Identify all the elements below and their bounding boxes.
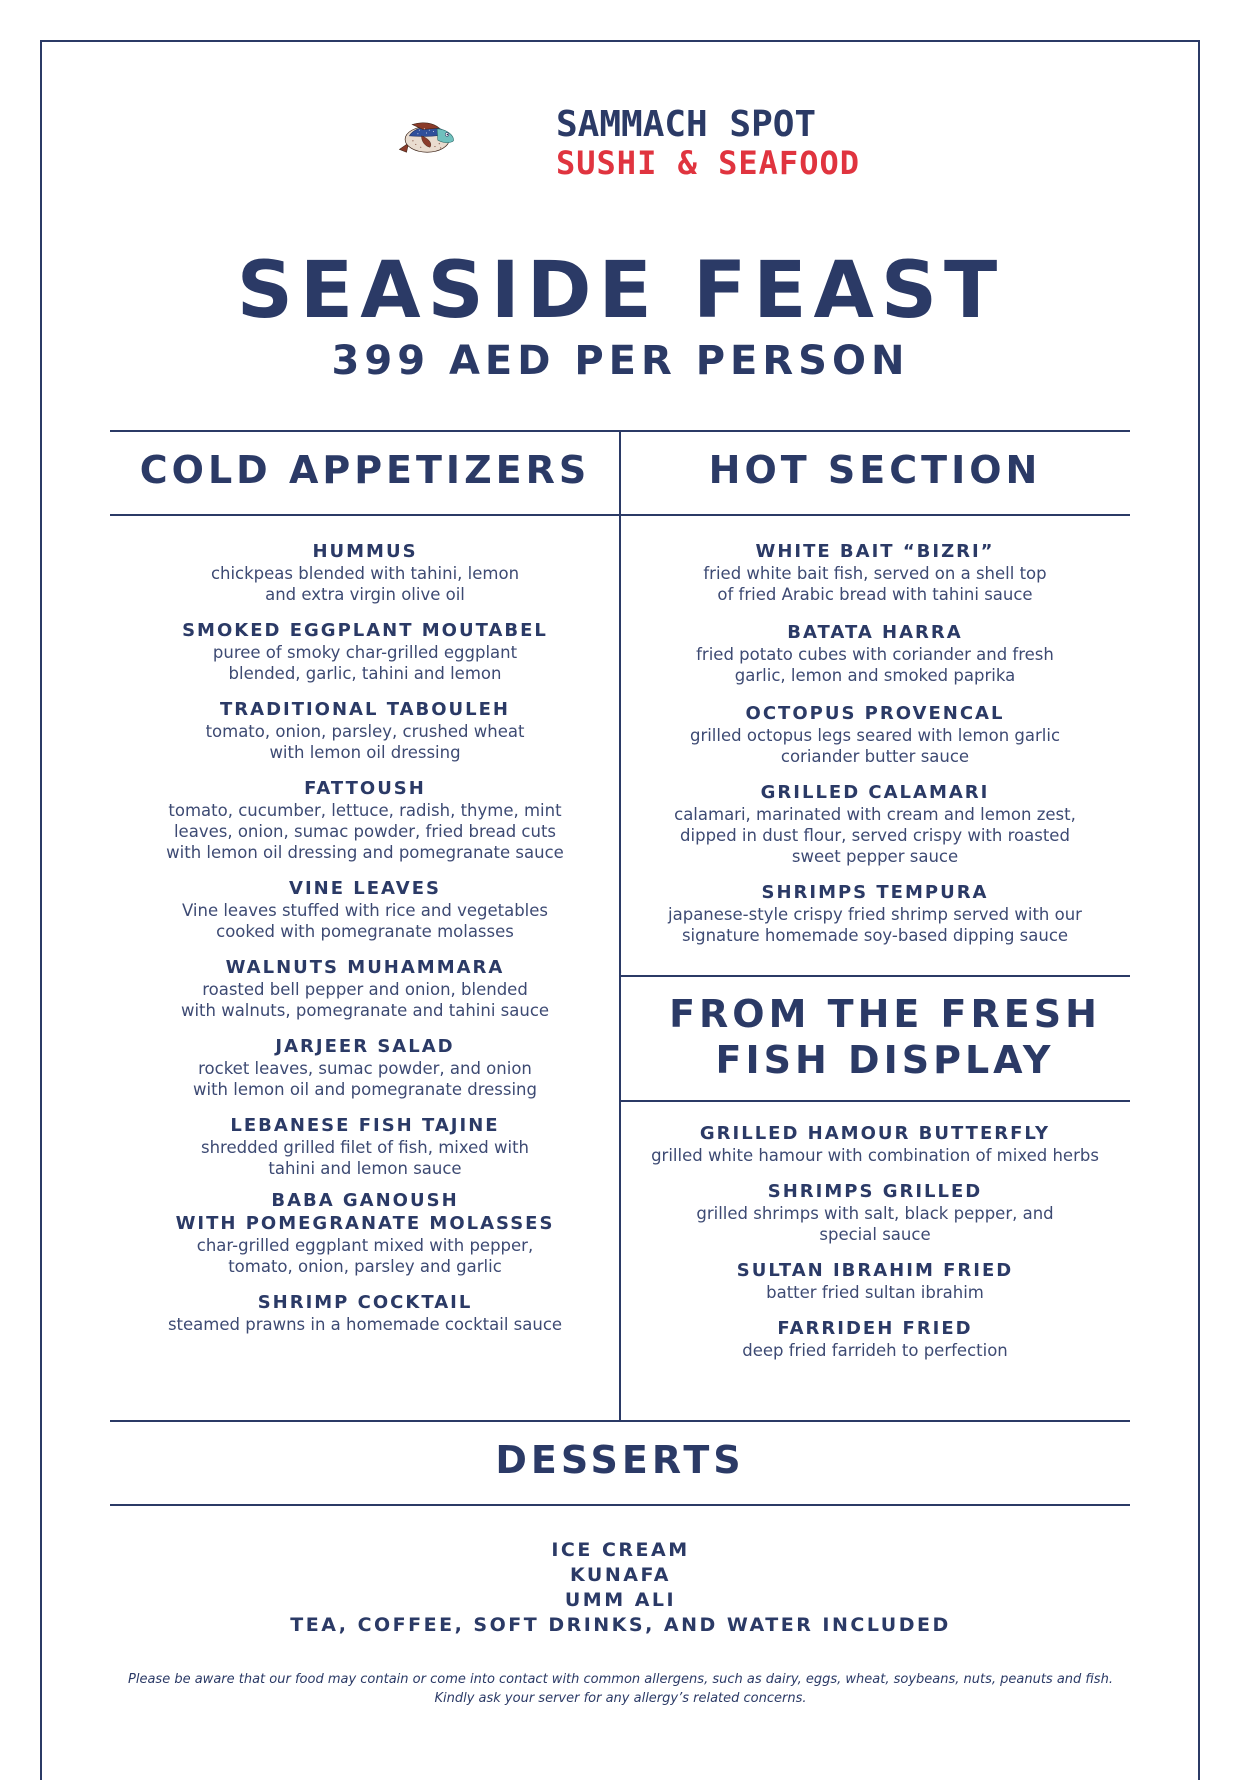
- divider-desserts-heading: [110, 1504, 1130, 1506]
- desserts-list: [0, 1538, 1241, 1638]
- item-name: WALNUTS MUHAMMARA: [225, 957, 505, 978]
- item-name: LEBANESE FISH TAJINE: [230, 1115, 500, 1136]
- divider-desserts-top: [110, 1420, 1130, 1422]
- item-description: batter fried sultan ibrahim: [766, 1283, 984, 1302]
- menu-item: [110, 1189, 620, 1277]
- menu-item: [630, 1317, 1120, 1361]
- dessert-item: UMM ALI: [564, 1589, 677, 1611]
- dessert-item: KUNAFA: [570, 1564, 671, 1586]
- hot-section-list: [640, 540, 1110, 946]
- menu-item: [110, 540, 620, 605]
- item-description: rocket leaves, sumac powder, and onion with lemon oil and pomegranate dressing: [192, 1059, 537, 1099]
- item-description: char-grilled eggplant mixed with pepper, tomato, onion, parsley and garlic: [196, 1236, 534, 1276]
- item-name: SHRIMPS TEMPURA: [761, 882, 989, 903]
- brand-tagline: SUSHI & SEAFOOD: [556, 144, 860, 182]
- item-description: grilled white hamour with combination of mixed herbs: [651, 1146, 1099, 1165]
- item-description: deep fried farrideh to perfection: [742, 1341, 1008, 1360]
- item-description: japanese-style crispy fried shrimp served with our signature homemade soy-based dipping sauce: [668, 905, 1082, 945]
- menu-item: [640, 881, 1110, 946]
- item-description: roasted bell pepper and onion, blended with walnuts, pomegranate and tahini sauce: [180, 980, 550, 1020]
- fish-logo-icon: [398, 92, 558, 184]
- menu-title: SEASIDE FEAST: [236, 246, 1005, 336]
- item-description: chickpeas blended with tahini, lemon and extra virgin olive oil: [210, 564, 520, 604]
- divider-hot-fish: [620, 975, 1130, 977]
- item-name: FARRIDEH FRIED: [777, 1318, 973, 1339]
- menu-item: [640, 621, 1110, 686]
- menu-item: [630, 1259, 1120, 1303]
- menu-item: [110, 1035, 620, 1100]
- cold-appetizers-list: [110, 540, 620, 1335]
- dessert-item: ICE CREAM: [551, 1539, 690, 1561]
- menu-item: [110, 777, 620, 863]
- menu-item: [110, 619, 620, 684]
- item-name: SMOKED EGGPLANT MOUTABEL: [182, 620, 548, 641]
- item-description: shredded grilled filet of fish, mixed with tahini and lemon sauce: [200, 1138, 530, 1178]
- item-description: calamari, marinated with cream and lemon zest, dipped in dust flour, served crispy with roasted sweet pepper sauce: [674, 805, 1076, 866]
- item-description: Vine leaves stuffed with rice and vegetables cooked with pomegranate molasses: [181, 901, 549, 941]
- item-description: tomato, onion, parsley, crushed wheat with lemon oil dressing: [205, 722, 525, 762]
- item-name: SULTAN IBRAHIM FRIED: [736, 1260, 1014, 1281]
- menu-item: [110, 1291, 620, 1335]
- item-name: HUMMUS: [312, 541, 418, 562]
- brand-name: SAMMACH SPOT: [556, 104, 817, 145]
- allergen-note-line2: Kindly ask your server for any allergy’s related concerns.: [434, 1691, 807, 1706]
- item-description: grilled shrimps with salt, black pepper, and special sauce: [696, 1204, 1054, 1244]
- hot-section-heading: HOT SECTION: [708, 448, 1042, 492]
- item-name: SHRIMPS GRILLED: [767, 1181, 983, 1202]
- allergen-note: [0, 1670, 1241, 1708]
- item-name: FATTOUSH: [304, 778, 426, 799]
- menu-item: [640, 781, 1110, 867]
- item-description: steamed prawns in a homemade cocktail sauce: [167, 1315, 563, 1334]
- item-name: BATATA HARRA: [787, 622, 963, 643]
- item-description: tomato, cucumber, lettuce, radish, thyme, mint leaves, onion, sumac powder, fried bread cuts with lemon oil dressing and pomegranate sauce: [166, 801, 564, 862]
- menu-item: [640, 702, 1110, 767]
- item-name: GRILLED HAMOUR BUTTERFLY: [699, 1123, 1051, 1144]
- menu-price: 399 AED PER PERSON: [331, 338, 910, 384]
- item-description: fried white bait fish, served on a shell top of fried Arabic bread with tahini sauce: [703, 564, 1047, 604]
- desserts-heading: DESSERTS: [495, 1438, 745, 1482]
- item-description: grilled octopus legs seared with lemon garlic coriander butter sauce: [689, 726, 1061, 766]
- item-name: JARJEER SALAD: [275, 1036, 455, 1057]
- fresh-fish-heading: FROM THE FRESH FISH DISPLAY: [669, 992, 1101, 1082]
- item-name: WHITE BAIT “BIZRI”: [755, 541, 995, 562]
- item-name: OCTOPUS PROVENCAL: [745, 703, 1005, 724]
- menu-item: [110, 877, 620, 942]
- item-description: fried potato cubes with coriander and fresh garlic, lemon and smoked paprika: [696, 645, 1054, 685]
- item-name: BABA GANOUSH WITH POMEGRANATE MOLASSES: [175, 1190, 555, 1234]
- cold-appetizers-heading: COLD APPETIZERS: [139, 448, 591, 492]
- menu-item: [110, 698, 620, 763]
- divider-fish-heading: [620, 1100, 1130, 1102]
- menu-item: [630, 1180, 1120, 1245]
- item-name: VINE LEAVES: [289, 878, 441, 899]
- menu-item: [110, 1114, 620, 1179]
- menu-item: [110, 956, 620, 1021]
- item-description: puree of smoky char-grilled eggplant blended, garlic, tahini and lemon: [212, 643, 518, 683]
- fresh-fish-list: [630, 1122, 1120, 1361]
- menu-item: [640, 540, 1110, 605]
- allergen-note-line1: Please be aware that our food may contain or come into contact with common allergens, such as dairy, eggs, wheat, soybeans, nuts, peanuts and fish.: [128, 1672, 1113, 1687]
- dessert-item: TEA, COFFEE, SOFT DRINKS, AND WATER INCLUDED: [290, 1614, 951, 1636]
- item-name: TRADITIONAL TABOULEH: [220, 699, 510, 720]
- item-name: GRILLED CALAMARI: [760, 782, 990, 803]
- menu-item: [630, 1122, 1120, 1166]
- item-name: SHRIMP COCKTAIL: [257, 1292, 473, 1313]
